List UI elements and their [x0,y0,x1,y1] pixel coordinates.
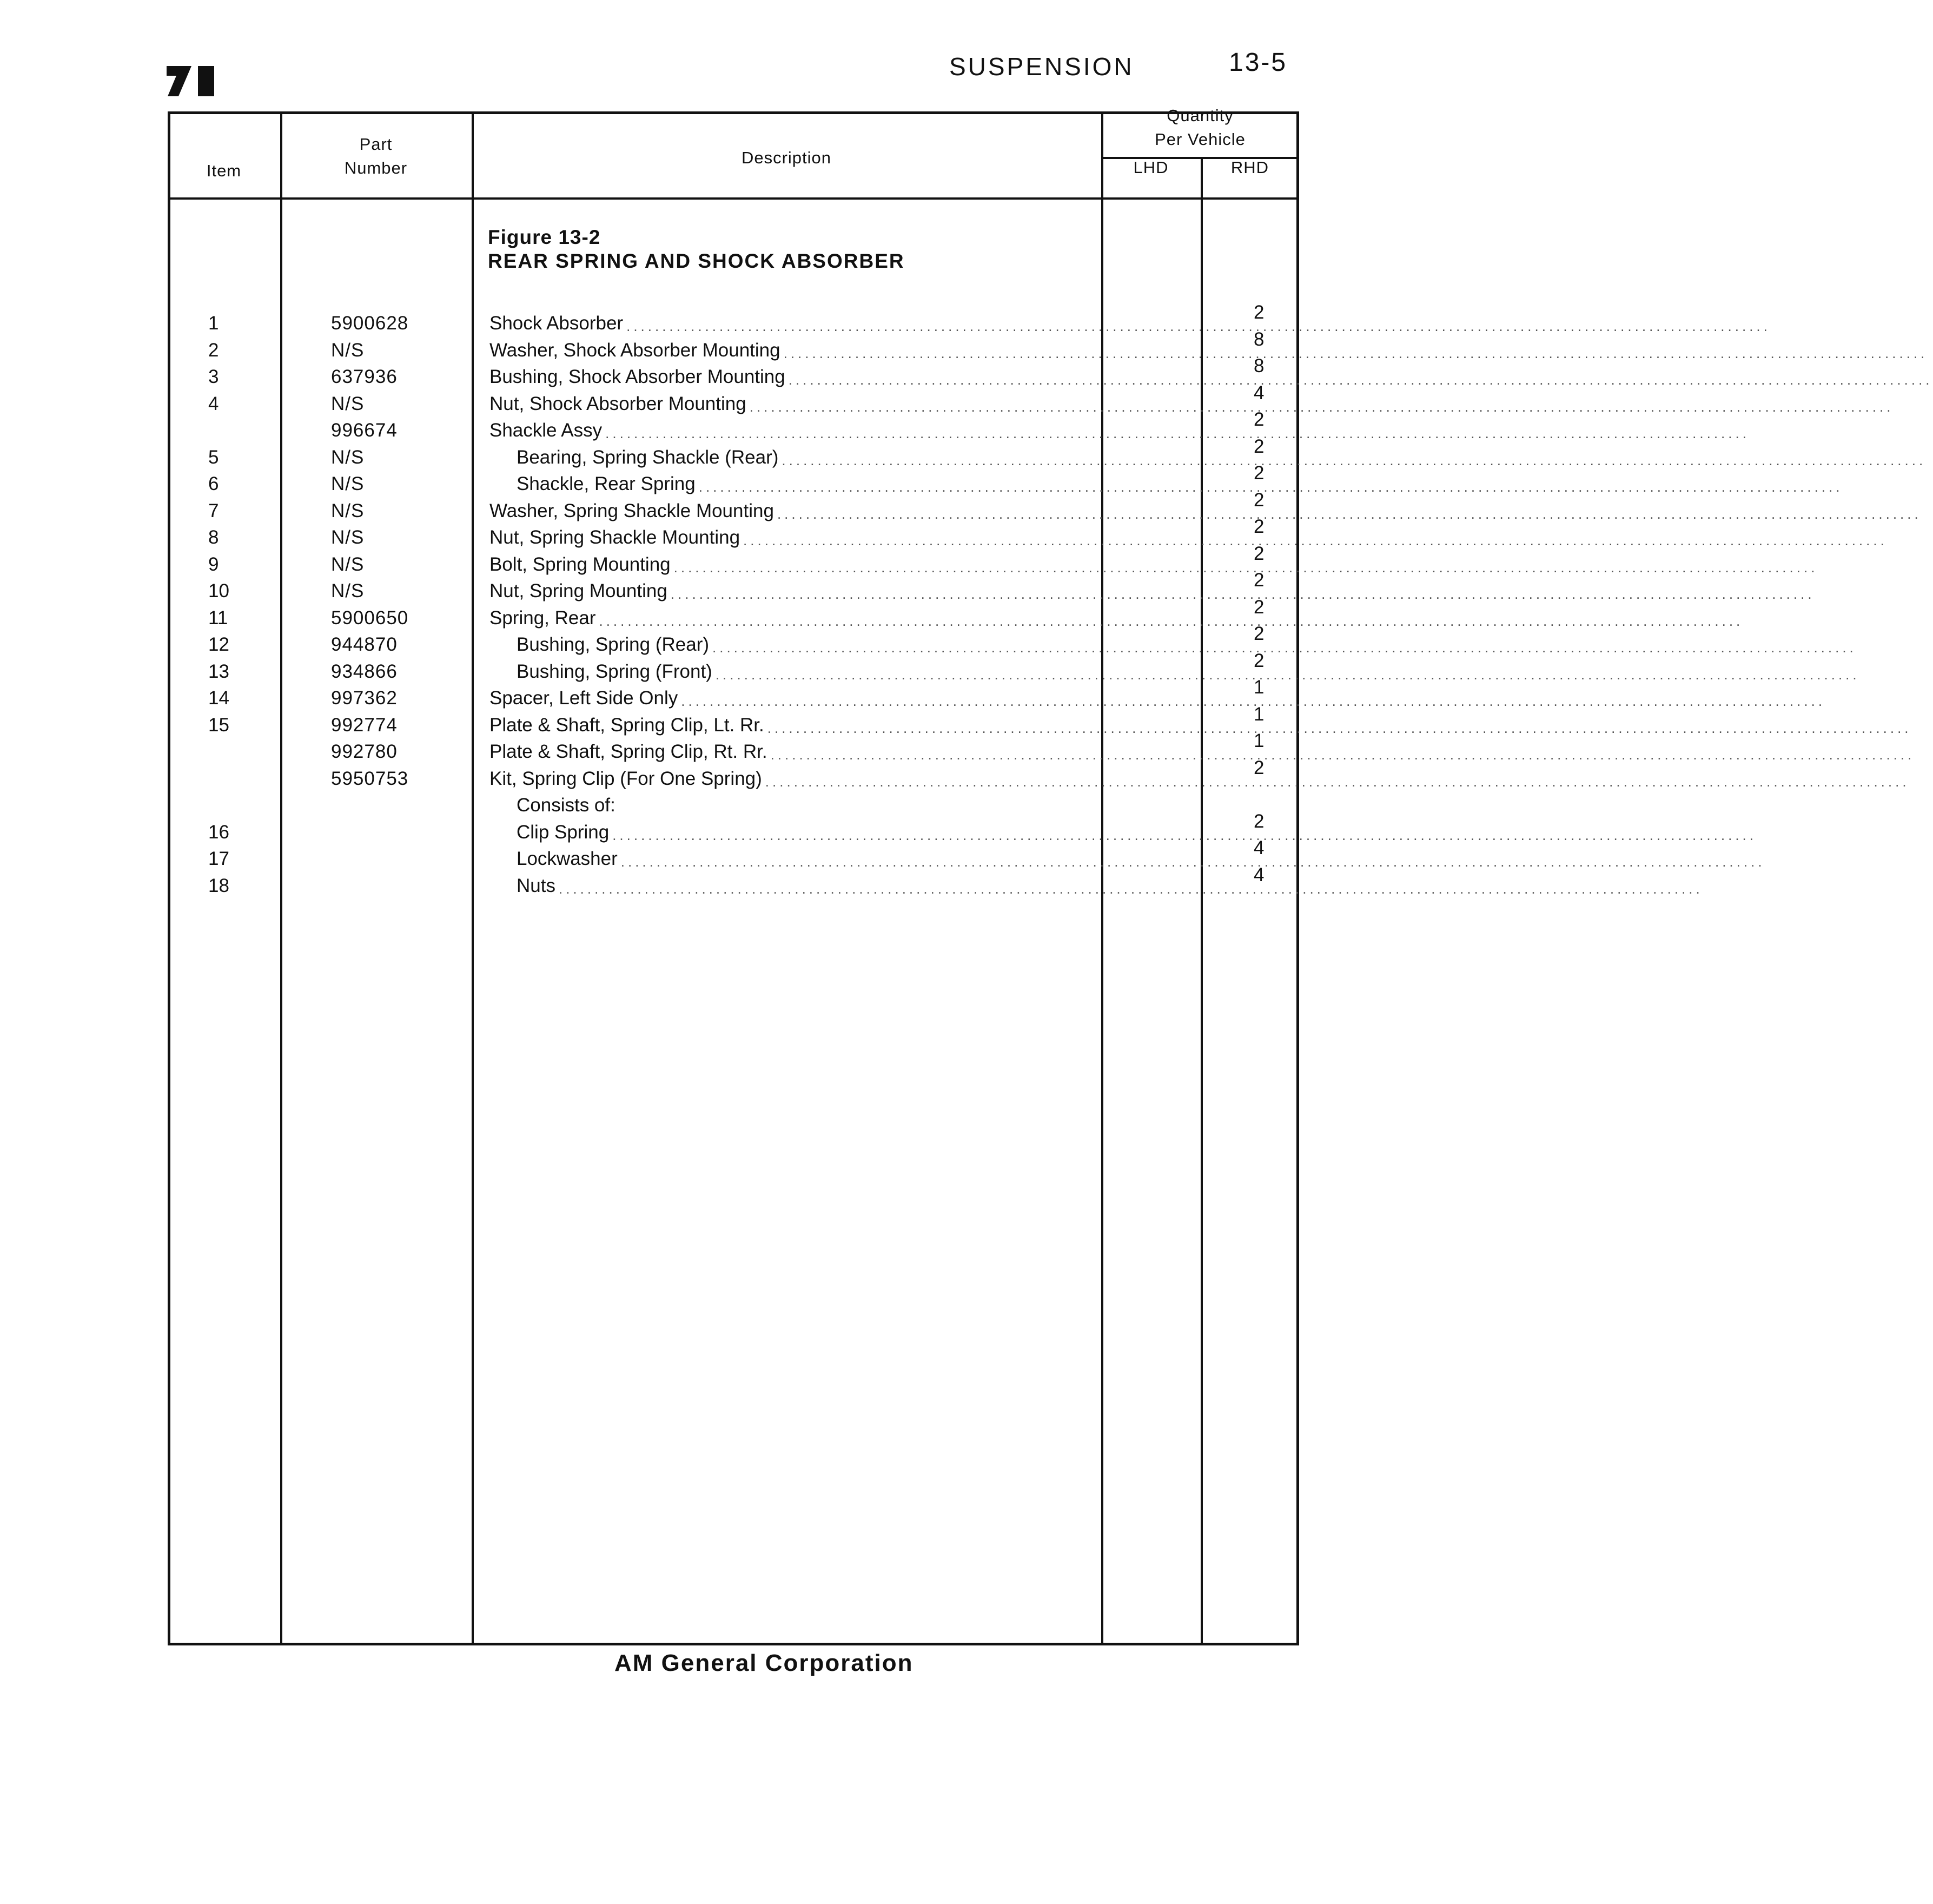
part-number: N/S [331,339,365,361]
description-text: Shackle, Rear Spring [517,473,696,494]
quantity-rhd: 2 [1254,596,1265,618]
leader-dots: ................................................................................................................................................................ [767,719,1912,736]
column-header-rhd: RHD [1230,158,1269,177]
quantity-rhd: 2 [1254,489,1265,511]
description [489,607,1744,630]
quantity-rhd: 1 [1254,703,1265,725]
item-number: 8 [208,527,219,548]
description-text: Bushing, Spring (Rear) [517,634,709,655]
table-row [0,650,1860,688]
description [517,446,1927,469]
quantity-rhd: 2 [1254,516,1265,537]
part-number: N/S [331,580,365,601]
leader-dots: ................................................................................................................................................................ [605,425,1750,441]
quantity-rhd: 2 [1254,650,1265,671]
item-number: 18 [208,875,229,896]
description [517,634,1857,656]
footer-company: AM General Corporation [614,1650,913,1676]
description [517,660,1860,683]
quantity-rhd: 4 [1254,837,1265,858]
description-text: Plate & Shaft, Spring Clip, Lt. Rr. [489,714,764,736]
description-text: Bushing, Spring (Front) [517,660,712,682]
description-text: Nut, Shock Absorber Mounting [489,393,746,414]
leader-dots: ................................................................................................................................................................ [599,612,1744,629]
table-row [0,677,1826,715]
description-text: Shackle Assy [489,420,603,441]
description-text: Lockwasher [517,848,618,869]
quantity-rhd: 2 [1254,757,1265,778]
description-text: Consists of: [517,795,615,816]
table-row [0,543,1818,581]
table-row [0,328,1928,367]
leader-dots: ................................................................................................................................................................ [743,532,1888,548]
item-number: 4 [208,393,219,414]
quantity-rhd: 4 [1254,382,1265,404]
leader-dots: ................................................................................................................................................................ [788,372,1933,388]
table-row [0,435,1927,474]
leader-dots: ................................................................................................................................................................ [681,693,1826,709]
table-row [0,795,1367,822]
leader-dots: ................................................................................................................................................................ [673,559,1818,576]
leader-dots: ................................................................................................................................................................ [558,880,1703,897]
description [489,553,1818,576]
leader-dots: ................................................................................................................................................................ [670,586,1815,602]
column-header-quantity: Quantity Per Vehicle [1155,106,1246,149]
description [517,848,1765,870]
description-text: Spring, Rear [489,607,596,629]
part-number: N/S [331,500,365,521]
description [489,339,1928,362]
leader-dots: ................................................................................................................................................................ [612,827,1757,843]
part-number: 992780 [331,741,398,762]
quantity-rhd: 2 [1254,623,1265,644]
table-row [0,302,1771,340]
description [517,821,1757,844]
item-number: 10 [208,580,229,601]
quantity-rhd: 8 [1254,328,1265,350]
part-number: 997362 [331,687,398,709]
section-title: SUSPENSION [949,52,1134,81]
leader-dots: ................................................................................................................................................................ [712,639,1857,656]
item-number: 2 [208,339,219,361]
page-number: 13-5 [1229,48,1288,77]
table-row [0,810,1757,849]
leader-dots: ................................................................................................................................................................ [749,398,1894,415]
item-number: 1 [208,313,219,334]
description [489,313,1771,335]
table-row [0,757,1910,795]
table-row [0,516,1888,554]
leader-dots: ................................................................................................................................................................ [715,666,1860,683]
leader-dots: ................................................................................................................................................................ [783,345,1928,361]
description [489,393,1894,415]
quantity-rhd: 2 [1254,409,1265,430]
description [517,473,1843,495]
table-row [0,623,1857,661]
leader-dots: ................................................................................................................................................................ [770,746,1915,763]
description-text: Spacer, Left Side Only [489,687,678,709]
table-row [0,489,1922,527]
quantity-rhd: 2 [1254,810,1265,832]
item-number: 5 [208,446,219,468]
description [489,420,1750,442]
item-number: 11 [208,607,228,629]
item-number: 3 [208,366,219,387]
item-number: 13 [208,660,229,682]
part-number: N/S [331,393,365,414]
description-text: Shock Absorber [489,313,624,334]
header-separator [168,197,1299,200]
description [489,366,1933,388]
part-number: N/S [331,527,365,548]
description [489,580,1815,603]
table-row [0,703,1912,742]
table-row [0,570,1815,607]
quantity-rhd: 2 [1254,435,1265,457]
column-header-part: Part Number [344,135,408,177]
description-text: Nut, Spring Shackle Mounting [489,527,740,548]
item-number: 16 [208,821,229,843]
part-number: 5950753 [331,768,409,789]
description [517,875,1703,897]
table-row [0,837,1765,875]
leader-dots: ................................................................................................................................................................ [626,318,1771,334]
description [517,795,1084,816]
item-number: 14 [208,687,229,709]
part-number: 996674 [331,420,398,441]
quantity-rhd: 2 [1254,302,1265,323]
description-text: Plate & Shaft, Spring Clip, Rt. Rr. [489,741,767,762]
item-number: 9 [208,553,219,575]
quantity-rhd: 1 [1254,677,1265,698]
leader-dots: ................................................................................................................................................................ [698,479,1843,495]
item-number: 6 [208,473,219,494]
part-number: 5900650 [331,607,409,629]
column-header-description: Description [741,148,832,167]
table-row [0,409,1750,447]
part-number: 5900628 [331,313,409,334]
column-header-lhd: LHD [1133,158,1169,177]
description [489,768,1910,790]
am-general-logo-icon [167,64,216,97]
table-row [0,864,1703,902]
quantity-rhd: 2 [1254,462,1265,484]
description [489,527,1888,549]
figure-subtitle: REAR SPRING AND SHOCK ABSORBER [488,250,905,272]
description-text: Clip Spring [517,821,610,843]
description-text: Nuts [517,875,555,896]
description-text: Washer, Spring Shackle Mounting [489,500,774,521]
part-number: N/S [331,446,365,468]
leader-dots: ................................................................................................................................................................ [782,452,1927,468]
description [489,500,1922,523]
part-number: N/S [331,473,365,494]
item-number: 17 [208,848,229,869]
table-row [0,462,1843,500]
figure-title: Figure 13-2 [488,226,601,248]
description-text: Nut, Spring Mounting [489,580,667,601]
part-number: N/S [331,553,365,575]
description [489,741,1915,763]
part-number: 992774 [331,714,398,736]
item-number: 15 [208,714,229,736]
quantity-rhd: 2 [1254,570,1265,591]
part-number: 637936 [331,366,398,387]
leader-dots: ................................................................................................................................................................ [765,773,1910,790]
part-number: 944870 [331,634,398,655]
item-number: 7 [208,500,219,521]
table-row [0,730,1915,768]
table-row [0,382,1894,420]
quantity-rhd: 1 [1254,730,1265,751]
description [489,714,1912,737]
table-row [0,596,1744,634]
table-row [0,355,1933,393]
column-header-item: Item [206,161,242,180]
description-text: Kit, Spring Clip (For One Spring) [489,768,762,789]
quantity-rhd: 4 [1254,864,1265,885]
leader-dots: ................................................................................................................................................................ [620,854,1765,870]
description-text: Washer, Shock Absorber Mounting [489,339,780,361]
description-text: Bolt, Spring Mounting [489,553,671,575]
item-number: 12 [208,634,229,655]
quantity-rhd: 2 [1254,543,1265,564]
leader-dots: ................................................................................................................................................................ [777,505,1922,522]
description-text: Bearing, Spring Shackle (Rear) [517,446,779,468]
description [489,687,1826,710]
part-number: 934866 [331,660,398,682]
quantity-rhd: 8 [1254,355,1265,376]
description-text: Bushing, Shock Absorber Mounting [489,366,785,387]
